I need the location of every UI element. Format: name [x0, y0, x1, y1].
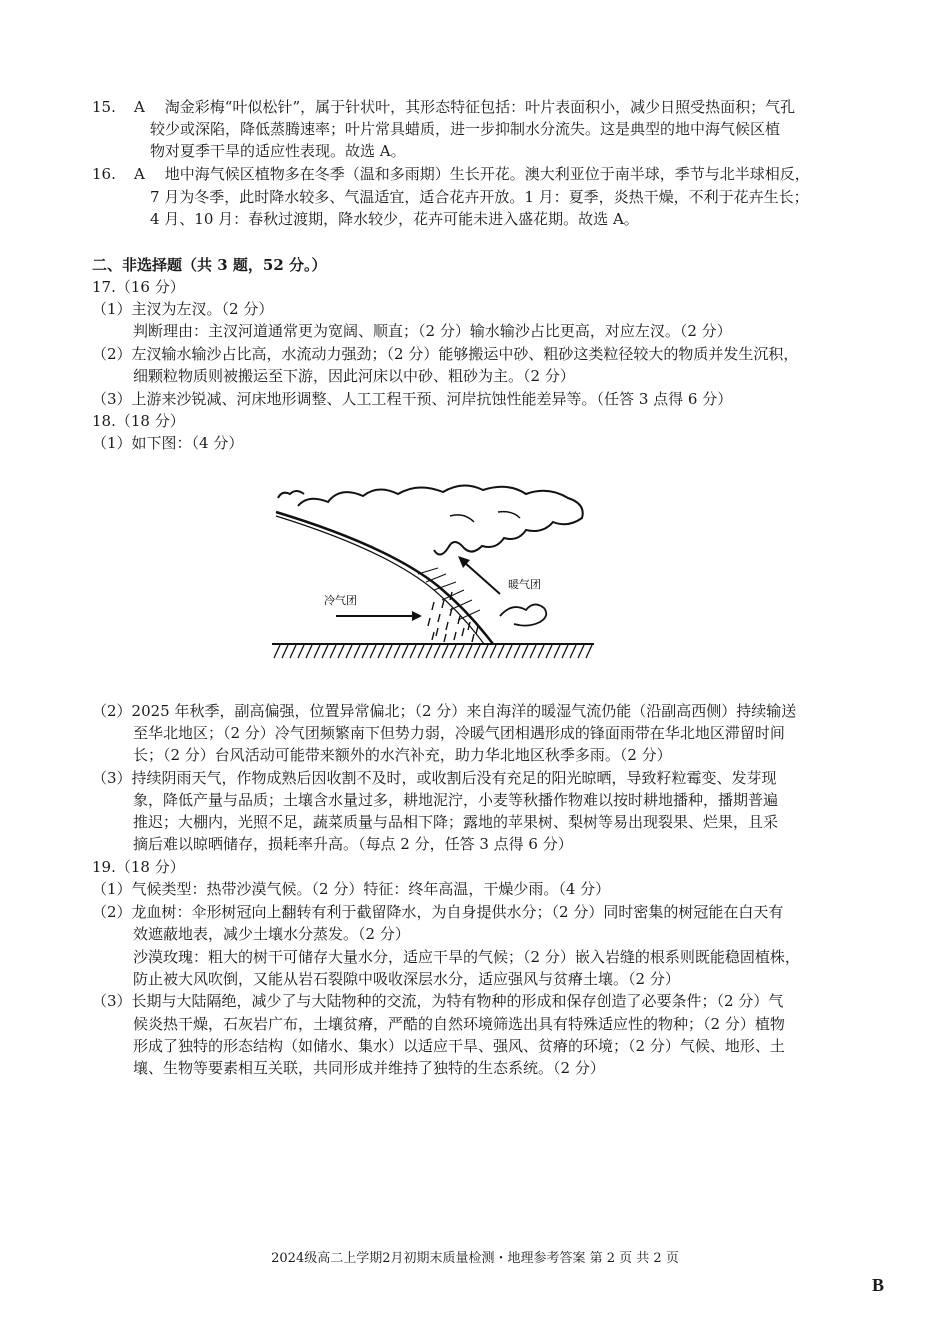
warm-air-label: 暖气团	[508, 578, 541, 591]
q19-line-4: 沙漠玫瑰：粗大的树干可储存大量水分，适应干旱的气候；（2 分）嵌入岩缝的根系则既能稳固植株，	[133, 948, 800, 966]
q19-line-9: 壤、生物等要素相互关联，共同形成并维持了独特的生态系统。（2 分）	[133, 1059, 605, 1077]
q17-line-3: （2）左汊输水输沙占比高，水流动力强劲；（2 分）能够搬运中砂、粗砂这类粒径较大的物质并发生沉积，	[92, 345, 799, 363]
cloud-detail-1	[450, 515, 474, 522]
q19-line-8: 形成了独特的形态结构（如储水、集水）以适应干旱、强风、贫瘠的环境；（2 分）气候、地形、土	[133, 1037, 785, 1055]
q17-header: 17.（16 分）	[92, 278, 185, 296]
cold-air-arrowhead	[412, 611, 422, 621]
q19-line-5: 防止被大风吹倒，又能从岩石裂隙中吸收深层水分，适应强风与贫瘠土壤。（2 分）	[133, 970, 680, 988]
q18-line-5: 象，降低产量与品质；土壤含水量过多，耕地泥泞，小麦等秋播作物难以按时耕地播种，播期普遍	[133, 791, 779, 809]
q17-line-1: （1）主汊为左汊。（2 分）	[92, 300, 274, 318]
q19-line-6: （3）长期与大陆隔绝，减少了与大陆物种的交流，为特有物种的形成和保存创造了必要条件；（2 分）气	[92, 992, 784, 1010]
version-mark: B	[872, 1275, 885, 1295]
q17-line-4: 细颗粒物质则被搬运至下游，因此河床以中砂、粗砂为主。（2 分）	[133, 367, 575, 385]
q15-number: 15.	[92, 98, 116, 116]
front-surface-lower	[276, 516, 484, 644]
q15-answer: A	[134, 98, 145, 116]
cloud-outline	[298, 485, 583, 554]
q16-text-3: 4 月、10 月：春秋过渡期，降水较少，花卉可能未进入盛花期。故选 A。	[150, 210, 639, 228]
section-2-title: 二、非选择题（共 3 题，52 分。）	[92, 256, 327, 274]
q16-answer: A	[134, 165, 145, 183]
q15-text-3: 物对夏季干旱的适应性表现。故选 A。	[150, 142, 406, 160]
cold-air-label: 冷气团	[324, 594, 357, 607]
q18-header: 18.（18 分）	[92, 412, 185, 430]
q19-line-3: 效遮蔽地表，减少土壤水分蒸发。（2 分）	[133, 925, 410, 943]
small-cloud	[278, 491, 304, 498]
q19-line-1: （1）气候类型：热带沙漠气候。（2 分）特征：终年高温，干燥少雨。（4 分）	[92, 880, 611, 898]
warm-front-diagram	[268, 476, 598, 662]
q19-header: 19.（18 分）	[92, 858, 185, 876]
q18-line-3: 长；（2 分）台风活动可能带来额外的水汽补充，助力华北地区秋季多雨。（2 分）	[133, 746, 672, 764]
q19-line-7: 候炎热干燥，石灰岩广布，土壤贫瘠，严酷的自然环境筛选出具有特殊适应性的物种；（2 分）植物	[133, 1015, 785, 1033]
q17-line-2: 判断理由：主汊河道通常更为宽阔、顺直；（2 分）输水输沙占比更高，对应左汊。（2 分）	[133, 322, 732, 340]
q17-line-5: （3）上游来沙锐减、河床地形调整、人工工程干预、河岸抗蚀性能差异等。（任答 3 点得 6 分）	[92, 390, 733, 408]
front-surface-upper	[276, 512, 493, 644]
q16-text-2: 7 月为冬季，此时降水较多、气温适宜，适合花卉开放。1 月：夏季，炎热干燥，不利于花卉生长；	[150, 188, 809, 206]
q18-line-4: （3）持续阴雨天气，作物成熟后因收割不及时，或收割后没有充足的阳光晾晒，导致籽粒霉变、发芽现	[92, 769, 777, 787]
q16-number: 16.	[92, 165, 116, 183]
q15-text-2: 较少或深陷，降低蒸腾速率；叶片常具蜡质，进一步抑制水分流失。这是典型的地中海气候区植	[150, 120, 781, 138]
q18-part1: （1）如下图：（4 分）	[92, 434, 244, 452]
q18-line-1: （2）2025 年秋季，副高偏强，位置异常偏北；（2 分）来自海洋的暖湿气流仍能（沿副高西侧）持续输送	[92, 702, 797, 720]
page-footer: 2024级高二上学期2月初期末质量检测・地理参考答案 第 2 页 共 2 页	[271, 1251, 679, 1266]
warm-air-arrow	[464, 562, 500, 594]
q19-line-2: （2）龙血树：伞形树冠向上翻转有利于截留降水，为自身提供水分；（2 分）同时密集的树冠能在白天有	[92, 903, 784, 921]
q15-text-1: 淘金彩梅“叶似松针”，属于针状叶，其形态特征包括：叶片表面积小，减少日照受热面积；气孔	[164, 98, 796, 116]
ground-hatching	[274, 645, 592, 658]
q15-line-1	[92, 96, 795, 118]
q16-line-1	[92, 163, 810, 185]
q18-line-7: 摘后难以晾晒储存，损耗率升高。（每点 2 分，任答 3 点得 6 分）	[133, 835, 573, 853]
low-cloud	[500, 604, 546, 625]
q16-text-1: 地中海气候区植物多在冬季（温和多雨期）生长开花。澳大利亚位于南半球，季节与北半球相反，	[164, 165, 810, 183]
q18-line-6: 推迟；大棚内，光照不足，蔬菜质量与品相下降；露地的苹果树、梨树等易出现裂果、烂果，且采	[133, 813, 779, 831]
q18-line-2: 至华北地区；（2 分）冷气团频繁南下但势力弱，冷暖气团相遇形成的锋面雨带在华北地区滞留时间	[133, 724, 785, 742]
cloud-detail-2	[498, 512, 520, 518]
